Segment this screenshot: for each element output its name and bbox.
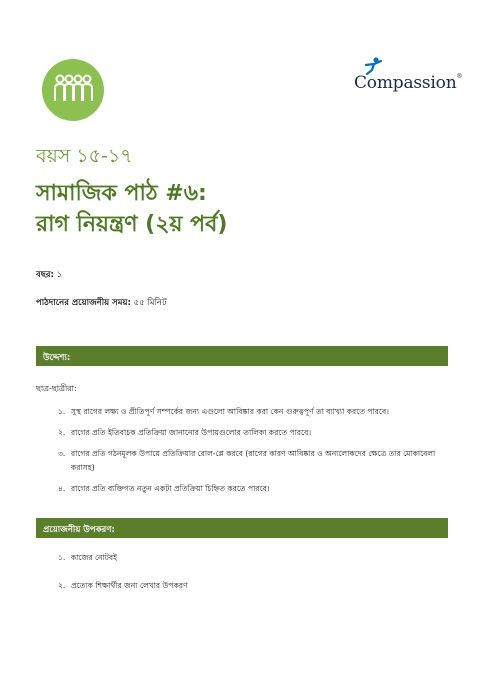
list-item: ২. রাগের প্রতি ইতিবাচক প্রতিক্রিয়া জানানোর উপায়গুলোর তালিকা করতে পারবে।	[58, 428, 312, 437]
materials-list	[58, 551, 441, 607]
duration-label: পাঠদানের প্রয়োজনীয় সময়:	[36, 298, 131, 308]
year-info	[36, 268, 62, 282]
list-item: ১. সুস্থ রাগের লক্ষ্য ও প্রীতিপূর্ণ সম্পর্কের জন্য এগুলো আবিষ্কার করা কেন গুরুত্বপূর্ণ তা ব্যাখ্যা করতে পারবে।	[58, 407, 389, 416]
list-item: ১. কাজের নোটবই	[58, 553, 118, 562]
lesson-title	[36, 178, 227, 240]
logo-wordmark: Compassion®	[354, 73, 463, 93]
title-line-2: রাগ নিয়ন্ত্রণ (২য় পর্ব)	[36, 212, 228, 237]
age-group: বয়স ১৫-১৭	[36, 145, 133, 167]
objectives-list	[58, 405, 441, 503]
year-label: বছর:	[36, 270, 54, 280]
group-of-people-icon	[42, 59, 104, 121]
title-line-1: সামাজিক পাঠ #৬:	[36, 181, 207, 206]
duration-info	[36, 296, 167, 310]
compassion-logo	[354, 57, 463, 97]
list-item: ৪. রাগের প্রতি ব্যক্তিগত নতুন একটা প্রতিক্রিয়া চিহ্নিত করতে পারবে।	[58, 484, 270, 493]
list-item: ৩. রাগের প্রতি গঠনমূলক উপায়ে প্রতিক্রিয়ার রোল-প্লে করবে (রাগের কারণ আবিষ্কার ও অন্যলোকদের ক্ষেত্রে তার মোকাবেলা করাসহ)	[58, 449, 436, 472]
duration-value: ৫৫ মিনিট	[133, 298, 167, 308]
list-item: ২. প্রত্যেক শিক্ষার্থীর জন্য লেখার উপকরণ	[58, 581, 188, 590]
materials-heading: প্রয়োজনীয় উপকরণ:	[36, 518, 448, 538]
objectives-heading: উদ্দেশ্য:	[36, 346, 448, 366]
objectives-intro: ছাত্র-ছাত্রীরা:	[36, 384, 77, 393]
year-value: ১	[56, 270, 63, 280]
